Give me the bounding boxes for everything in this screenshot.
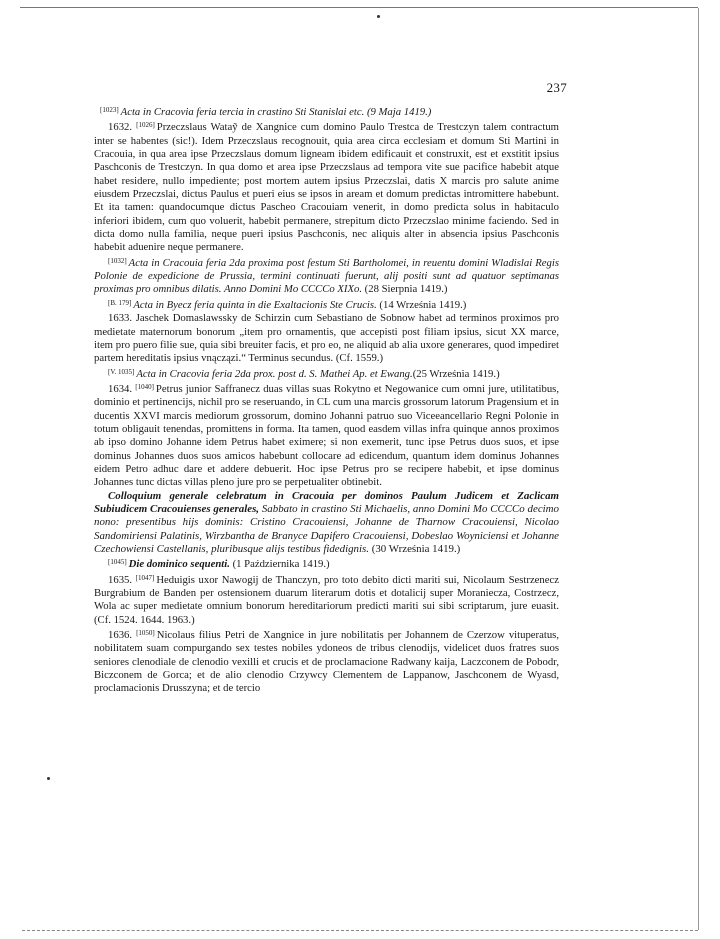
entry-date: (28 Sierpnia 1419.) xyxy=(364,283,448,296)
entry-heading xyxy=(94,366,559,381)
source-ref: [1026] xyxy=(136,121,155,130)
entry-text: Petrus junior Saffranecz duas villas suas Rokytno et Negowanice cum omni jure, utilitatibus, dominio et pertinencijs, nichil pro se reseruando, in CL cum una marcis grossorum latorum Pragensium et in ducentis XXVI marcis mediorum grossorum, domino Johanni patruo suo Viceeancellario Regni Polonie in totum obligauit tenendas, promittens in forma. Ita tamen, quod easdem villas infra quinque annos proximos ab ipso domino Johanne idem Petrus habet eximere; si non exemerit, tunc ipse Petrus duos suos, et ipse dominus Johannes duos suos amicos habebunt collocare ad edicendum, quantum idem dominus Johannes eidem Petro adhuc dare et addere debuerit. Hoc ipse Petrus pro se recipere habebit, et ipse dominus Johannes tunc dictas villas pleno jure pro se perpetualiter obtinebit. xyxy=(94,382,559,489)
source-ref: [1040] xyxy=(135,382,154,391)
source-ref: [1023] xyxy=(100,106,119,114)
entry-number: 1634. xyxy=(108,382,133,395)
entry-text: Acta in Byecz feria quinta in die Exaltacionis Ste Crucis. xyxy=(133,298,377,311)
entry-paragraph xyxy=(94,119,559,254)
entry-paragraph xyxy=(94,627,559,696)
entry-number: 1636. xyxy=(108,629,133,642)
scan-bottom-edge xyxy=(22,930,698,931)
scan-top-edge xyxy=(20,7,698,8)
entry-title: Die dominico sequenti. xyxy=(128,558,230,571)
page-body xyxy=(94,104,559,696)
entry-date: (25 Września 1419.) xyxy=(412,367,500,380)
entry-paragraph xyxy=(94,312,559,365)
entry-heading xyxy=(94,297,559,312)
entry-text: Sabbato in crastino Sti Michaelis, anno Domini Mo CCCCo decimo nono: presentibus hijs dominis: Cristino Cracouiensi, Johanne de Tharnow Cracouiensi, Nicolao Sandomiriensi Palatinis, Wirzbantha de Branyce Dapifero Cracouiensi, Dobeslao Woyniciensi et Johanne Czechowiensi Castellanis, pluribusque alijs testibus fidedignis. xyxy=(94,502,559,555)
entry-heading xyxy=(94,556,559,571)
entry-heading xyxy=(94,255,559,297)
entry-number: 1633. xyxy=(108,312,133,325)
entry-text: Acta in Cracovia feria tercia in crastino Sti Stanislai etc. (9 Maja 1419.) xyxy=(120,106,432,118)
colloquium-title: Colloquium generale celebratum in Cracouia per dominos Paulum Judicem et Zaclicam Subiudicem Cracouienses generales, xyxy=(94,489,559,515)
scan-speck xyxy=(377,15,380,18)
entry-text: Przeczslaus Wataỹ de Xangnice cum domino Paulo Trestca de Trestczyn talem contractum inter se habentes (sic!). Idem Przeczslaus recognouit, quia area circa ecclesiam et domum Sti Martini in Cracouia, in qua area ipse Przeczslaus domum ligneam ibidem edificauit et construxit, est et exstitit ipsius Paschconis de Trestczyn. In qua domo et area ipse Przeczslaus ad tempora vite sue pacifice habebit atque habet residere, nullo impediente; post mortem autem ipsius Przeczslai, datis X marcis pro salute anime eiusdem Przeczslai, dictus Paulus et pueri eius se ipsos in aream et domum predictas intromittere habebunt. Et ita tamen: quandocumque dictus Pascheo Cracouiam venerit, in domo predicta solus in habitaculo inferiori ibidem, cum quo voluerit, habebit permanere, strepitum dicto Przeczslao minime faciendo. Sed in dicta domo nulla familia, neque pueri ipsius Paschconis, nec aliquis alter in absencia ipsius Paschconis habebit aduenire neque permanere. xyxy=(94,121,559,254)
entry-text: Nicolaus filius Petri de Xangnice in jure nobilitatis per Johannem de Czerzow vituperatus, nobilitatem suam compurgando sex testes nobiles ydoneos de tribus clenodijs, videlicet duos fratres suos seniores clenodiale de clenodio vexilli et crucis et de proclamacione Radwany kaija, Laczconem de Pobodr, Biczconem de Gorca; et de alio clenodio Crzywcy Clementem de Lappanow, Jaschconem de Wyasd, proclamacionis Drusszyna; et de tercio xyxy=(94,629,559,695)
source-ref: [1045] xyxy=(108,558,127,567)
source-ref: [1032] xyxy=(108,256,127,265)
scan-speck xyxy=(47,777,50,780)
entry-paragraph xyxy=(94,381,559,490)
entry-paragraph xyxy=(94,572,559,627)
entry-text: Heduigis uxor Nawogij de Thanczyn, pro toto debito dicti mariti sui, Nicolaum Sestrzenecz Burgrabium de Banden per ostensionem duarum literarum dotis et dotalicij super Moraniecza, Costrzecz, Wola ac super medietate omnium bonorum hereditariorum predicti mariti sui sibi scriptarum, jure euasit. (Cf. 1524. 1644. 1963.) xyxy=(94,573,560,626)
entry-heading xyxy=(94,104,559,119)
source-ref: [V. 1035] xyxy=(108,367,135,376)
entry-text: Acta in Cracovia feria 2da prox. post d. S. Mathei Ap. et Ewang. xyxy=(136,367,413,380)
entry-date: (1 Października 1419.) xyxy=(232,558,330,571)
entry-number: 1635. xyxy=(108,573,133,586)
source-ref: [1047] xyxy=(135,573,155,582)
entry-date: (30 Września 1419.) xyxy=(371,543,461,555)
page-number: 237 xyxy=(546,80,567,95)
colloquium-heading xyxy=(94,490,559,557)
scan-right-edge xyxy=(698,8,699,930)
source-ref: [1050] xyxy=(136,629,155,638)
entry-text: Acta in Cracouia feria 2da proxima post festum Sti Bartholomei, in reuentu domini Wladislai Regis Polonie de expedicione de Prussia, termini continuati fuerunt, alij positi sunt ad quatuor septimanas proximas pro omnibus dilatis. Anno Domini Mo CCCCo XIXo. xyxy=(94,256,559,296)
entry-number: 1632. xyxy=(108,121,133,134)
entry-text: Jaschek Domaslawssky de Schirzin cum Sebastiano de Sobnow habet ad terminos proximos pro medietate maternorum bonorum „item pro ornamentis, que accepisti post filiam ipsius, sicut XX marce, item pro puero filie sue, quia sibi breuiter facis, et pro eo, ne aliquid ab alia uxore generares, quod impediret partem hereditatis ipsius vnączązi.“ Terminus secundus. (Cf. 1559.) xyxy=(94,312,559,365)
entry-date: (14 Września 1419.) xyxy=(379,298,467,311)
source-ref: [B. 179] xyxy=(108,298,132,307)
